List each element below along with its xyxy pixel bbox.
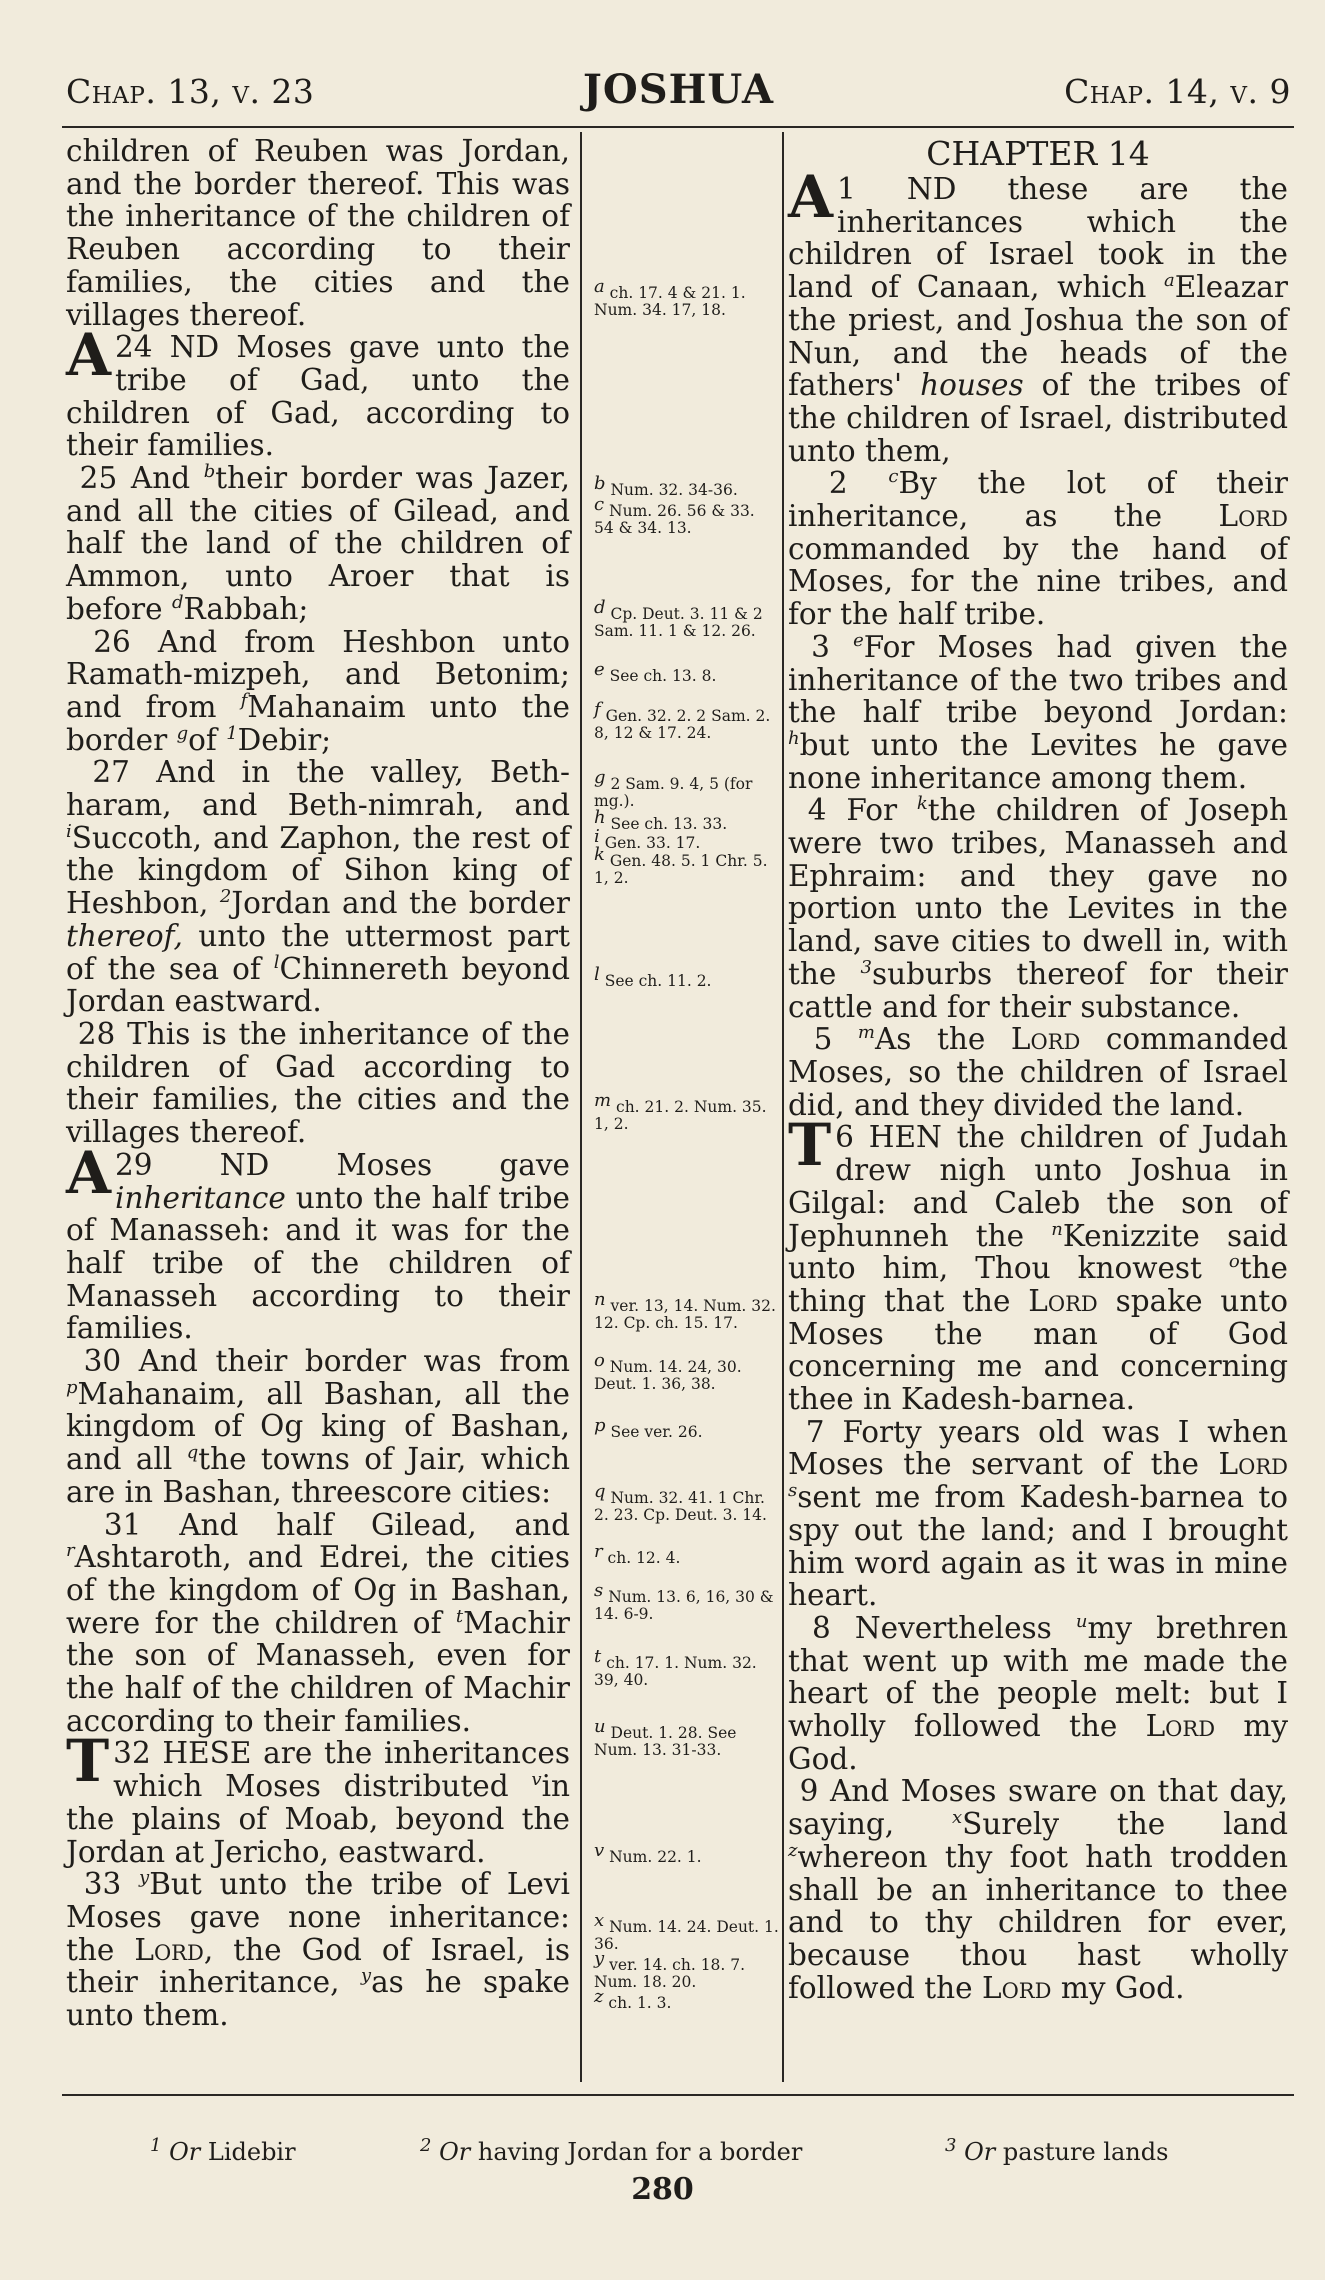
cross-reference: $^c$ Num. 26. 56 & 33. 54 & 34. 13. (594, 493, 755, 537)
cross-reference: $^b$ Num. 32. 34-36. (594, 472, 738, 499)
cross-reference: $^s$ Num. 13. 6, 16, 30 & 14. 6-9. (594, 1579, 774, 1623)
verse-31: 31 And half Gilead, and $^r$Ashtaroth, and Edrei, the cities of the kingdom of Og in Bashan, were for the children of $^t$Machir the son of Manasseh, even for the half of the children of Machir according to their families. (66, 1507, 570, 1738)
cross-reference: $^v$ Num. 22. 1. (594, 1839, 702, 1866)
verse-32: 32 T HESE are the inheritances which Moses distributed $^v$in the plains of Moab, beyond the Jordan at Jericho, eastward. (66, 1727, 570, 1869)
cross-reference: $^x$ Num. 14. 24. Deut. 1. 36. (594, 1909, 779, 1953)
footnote-rule (62, 2094, 1294, 2096)
verse-14-8: 8 Nevertheless $^u$my brethren that went up with me made the heart of the people melt: but I wholly followed the Lord my God. (788, 1610, 1288, 1776)
verse-14-5: 5 $^m$As the Lord commanded Moses, so the children of Israel did, and they divided the land. (788, 1022, 1288, 1122)
verse-25: 25 And $^b$their border was Jazer, and all the cities of Gilead, and half the land of the children of Ammon, unto Aroer that is before $^d$Rabbah; (66, 461, 570, 626)
cross-reference: $^k$ Gen. 48. 5. 1 Chr. 5. 1, 2. (594, 843, 768, 887)
cross-reference: $^r$ ch. 12. 4. (594, 1540, 681, 1567)
cross-reference: $^q$ Num. 32. 41. 1 Chr. 2. 23. Cp. Deut. 3. 14. (594, 1480, 767, 1524)
header-rule (62, 126, 1294, 128)
cross-reference: $^t$ ch. 17. 1. Num. 32. 39, 40. (594, 1645, 757, 1689)
cross-reference: $^p$ See ver. 26. (594, 1414, 703, 1441)
cross-reference: $^e$ See ch. 13. 8. (594, 658, 717, 685)
verse-14-1: 1 A ND these are the inheritances which the children of Israel took in the land of Canaan, which $^a$Eleazar the priest, and Joshua the son of Nun, and the heads of the fathers' houses of the tribes of the children of Israel, distributed unto them, (788, 163, 1288, 468)
drop-cap: T (66, 1727, 110, 1796)
verse-29: 29 A ND Moses gave inheritance unto the half tribe of Manasseh: and it was for the half tribe of the children of Manasseh according to their families. (66, 1138, 570, 1346)
cross-reference: $^i$ Gen. 33. 17. (594, 825, 701, 852)
page-number: 280 (631, 2172, 694, 2207)
column-divider-left (580, 132, 582, 2082)
book-title: JOSHUA (582, 66, 775, 113)
verse-24: 24 A ND Moses gave unto the tribe of Gad, unto the children of Gad, according to their families. (66, 321, 570, 463)
verse-28: 28 This is the inheritance of the children of Gad according to their families, the cities and the villages thereof. (66, 1016, 570, 1150)
header-right-reference: Chap. 14, v. 9 (1064, 72, 1291, 111)
footnote: $^1$ Or Lidebir (150, 2135, 296, 2166)
left-text-column (66, 135, 570, 2032)
drop-cap: A (66, 1138, 112, 1207)
drop-cap: T (788, 1111, 832, 1180)
cross-reference: $^o$ Num. 14. 24, 30. Deut. 1. 36, 38. (594, 1349, 742, 1393)
verse-14-7: 7 Forty years old was I when Moses the servant of the Lord $^s$sent me from Kadesh-barnea to spy out the land; and I brought him word again as it was in mine heart. (788, 1414, 1288, 1613)
running-header (66, 62, 1291, 122)
cross-reference-column (594, 135, 779, 2085)
footnote: $^2$ Or having Jordan for a border (420, 2135, 803, 2166)
cross-reference: $^y$ ver. 14. ch. 18. 7. Num. 18. 20. (594, 1947, 746, 1991)
right-text-column (788, 135, 1288, 2004)
cross-reference: $^z$ ch. 1. 3. (594, 1985, 672, 2012)
verse-27: 27 And in the valley, Beth-haram, and Beth-nimrah, and $^i$Succoth, and Zaphon, the rest of the kingdom of Sihon king of Heshbon, $^2$Jordan and the border thereof, unto the uttermost part of the sea of $^l$Chinnereth beyond Jordan eastward. (66, 755, 570, 1019)
cross-reference: $^d$ Cp. Deut. 3. 11 & 2 Sam. 11. 1 & 12. 26. (594, 596, 763, 640)
verse-30: 30 And their border was from $^p$Mahanaim, all Bashan, all the kingdom of Og king of Bashan, and all $^q$the towns of Jair, which are in Bashan, threescore cities: (66, 1344, 570, 1509)
header-left-reference: Chap. 13, v. 23 (66, 72, 315, 111)
cross-reference: $^g$ 2 Sam. 9. 4, 5 (for mg.). (594, 766, 753, 810)
chapter-heading: CHAPTER 14 (926, 134, 1150, 173)
footnote: $^3$ Or pasture lands (945, 2135, 1169, 2166)
cross-reference: $^h$ See ch. 13. 33. (594, 806, 728, 833)
verse-23-continuation: children of Reuben was Jordan, and the border thereof. This was the inheritance of the children of Reuben according to their families, the cities and the villages thereof. (66, 134, 570, 332)
verse-14-9: 9 And Moses sware on that day, saying, $^x$Surely the land $^z$whereon thy foot hath trodden shall be an inheritance to thee and to thy children for ever, because thou hast wholly followed the Lord my God. (788, 1774, 1288, 2005)
verse-33: 33 $^y$But unto the tribe of Levi Moses gave none inheritance: the Lord, the God of Israel, is their inheritance, $^y$as he spake unto them. (66, 1867, 570, 2033)
cross-reference: $^m$ ch. 21. 2. Num. 35. 1, 2. (594, 1089, 767, 1133)
verse-26: 26 And from Heshbon unto Ramath-mizpeh, and Betonim; and from $^f$Mahanaim unto the border $^g$of $^1$Debir; (66, 624, 570, 757)
cross-reference: $^a$ ch. 17. 4 & 21. 1. Num. 34. 17, 18. (594, 275, 746, 319)
verse-14-4: 4 For $^k$the children of Joseph were two tribes, Manasseh and Ephraim: and they gave no portion unto the Levites in the land, save cities to dwell in, with the $^3$suburbs thereof for their cattle and for their substance. (788, 793, 1288, 1024)
drop-cap: A (788, 163, 834, 231)
verse-14-6: 6 T HEN the children of Judah drew nigh unto Joshua in Gilgal: and Caleb the son of Jephunneh the $^n$Kenizzite said unto him, Thou knowest $^o$the thing that the Lord spake unto Moses the man of God concerning me and concerning thee in Kadesh-barnea. (788, 1111, 1288, 1417)
cross-reference: $^l$ See ch. 11. 2. (594, 963, 712, 990)
cross-reference: $^u$ Deut. 1. 28. See Num. 13. 31-33. (594, 1715, 737, 1759)
cross-reference: $^n$ ver. 13, 14. Num. 32. 12. Cp. ch. 15. 17. (594, 1288, 776, 1332)
cross-reference: $^f$ Gen. 32. 2. 2 Sam. 2. 8, 12 & 17. 24. (594, 698, 771, 742)
column-divider-right (782, 132, 784, 2082)
drop-cap: A (66, 321, 112, 390)
verse-14-2: 2 $^c$By the lot of their inheritance, as the Lord commanded by the hand of Moses, for the nine tribes, and for the half tribe. (788, 466, 1288, 632)
verse-14-3: 3 $^e$For Moses had given the inheritance of the two tribes and the half tribe beyond Jordan: $^h$but unto the Levites he gave none inheritance among them. (788, 629, 1288, 795)
